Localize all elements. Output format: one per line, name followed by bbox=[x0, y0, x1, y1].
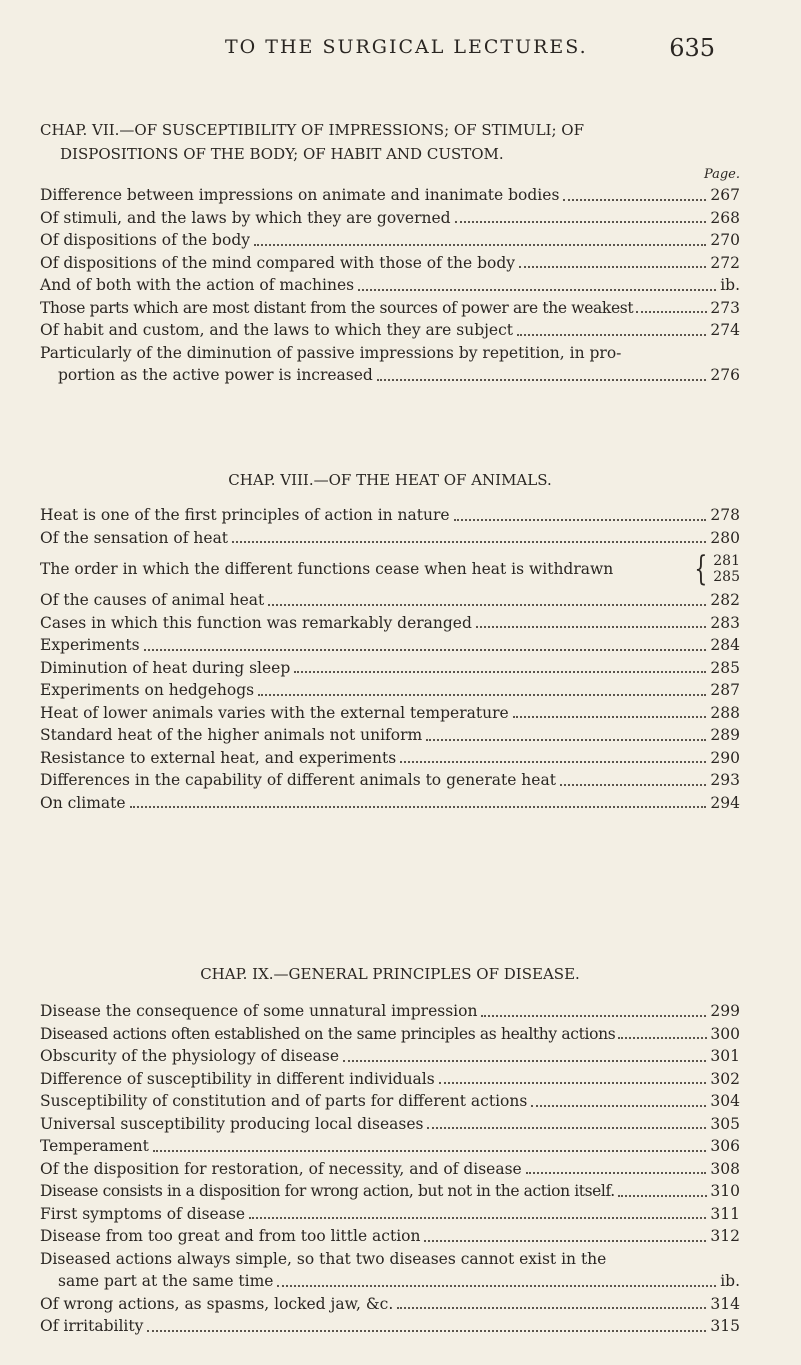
page-range bbox=[690, 549, 740, 589]
entry-text: And of both with the action of machines bbox=[40, 276, 355, 294]
entry-page: 270 bbox=[710, 231, 740, 249]
leader-dots bbox=[130, 806, 707, 808]
entry-text: Resistance to external heat, and experiments bbox=[40, 748, 397, 767]
leader-dots bbox=[358, 289, 716, 291]
entry-page: 308 bbox=[710, 1159, 740, 1178]
toc-entry bbox=[40, 1045, 740, 1068]
toc-entry bbox=[40, 549, 740, 589]
entry-text: Of dispositions of the body bbox=[40, 231, 250, 249]
leader-dots bbox=[144, 649, 707, 651]
leader-dots bbox=[400, 761, 706, 763]
entry-text: Of habit and custom, and the laws to which they are subject bbox=[40, 321, 514, 339]
leader-dots bbox=[636, 311, 707, 313]
toc-entry bbox=[40, 702, 740, 725]
chapter-heading-line: CHAP. VII.—OF SUSCEPTIBILITY OF IMPRESSIONS; OF STIMULI; OF bbox=[40, 121, 584, 139]
chapter-heading: CHAP. IX.—GENERAL PRINCIPLES OF DISEASE. bbox=[200, 965, 580, 983]
toc-entry bbox=[40, 1293, 740, 1316]
toc-entry bbox=[40, 527, 740, 550]
entry-page: 306 bbox=[710, 1137, 740, 1155]
entry-text: Disease the consequence of some unnatural impression bbox=[40, 1002, 478, 1020]
toc-entry bbox=[40, 184, 740, 207]
leader-dots bbox=[454, 519, 707, 521]
entry-page: 301 bbox=[710, 1047, 740, 1065]
leader-dots bbox=[618, 1037, 707, 1039]
leader-dots bbox=[232, 541, 706, 543]
entry-page: 274 bbox=[710, 321, 740, 339]
toc-entry bbox=[40, 724, 740, 747]
leader-dots bbox=[343, 1060, 706, 1062]
entry-text: Cases in which this function was remarkably deranged bbox=[40, 613, 472, 632]
running-title: TO THE SURGICAL LECTURES. bbox=[225, 36, 588, 58]
page-column-label: Page. bbox=[703, 167, 740, 182]
toc-entry bbox=[40, 679, 740, 702]
entry-text: Disease from too great and from too little action bbox=[40, 1227, 421, 1245]
chapter-heading bbox=[40, 118, 740, 166]
entry-text: Difference of susceptibility in different individuals bbox=[40, 1069, 435, 1088]
entry-text-continued: same part at the same time bbox=[58, 1272, 274, 1290]
entry-page: 276 bbox=[710, 366, 740, 384]
entry-page: 283 bbox=[710, 613, 740, 632]
entry-page: ib. bbox=[720, 1272, 740, 1290]
leader-dots bbox=[481, 1015, 706, 1017]
entry-text: Of the disposition for restoration, of necessity, and of disease bbox=[40, 1159, 522, 1178]
leader-dots bbox=[560, 784, 706, 786]
entry-text-continued: portion as the active power is increased bbox=[58, 366, 373, 384]
leader-dots bbox=[455, 221, 707, 223]
toc-entry bbox=[40, 747, 740, 770]
entry-page: 305 bbox=[710, 1114, 740, 1133]
running-head bbox=[0, 34, 801, 74]
toc-entry bbox=[40, 1315, 740, 1338]
leader-dots bbox=[294, 671, 706, 673]
toc-entry bbox=[40, 1113, 740, 1136]
entry-text: Of stimuli, and the laws by which they are governed bbox=[40, 208, 451, 227]
toc-entry bbox=[40, 769, 740, 792]
entry-text: Disease consists in a disposition for wrong action, but not in the action itself. bbox=[40, 1182, 615, 1200]
entry-page: ib. bbox=[720, 276, 740, 294]
toc-entry bbox=[40, 252, 740, 275]
leader-dots bbox=[377, 379, 707, 381]
toc-entry bbox=[40, 274, 740, 297]
entry-text: Universal susceptibility producing local diseases bbox=[40, 1114, 424, 1133]
entry-page: 282 bbox=[710, 591, 740, 609]
entry-page: 281 bbox=[713, 553, 740, 569]
entry-text: Differences in the capability of different animals to generate heat bbox=[40, 771, 556, 789]
leader-dots bbox=[277, 1285, 716, 1287]
entry-text: Of dispositions of the mind compared with those of the body bbox=[40, 253, 516, 272]
entry-text: Diseased actions always simple, so that two diseases cannot exist in the bbox=[40, 1249, 607, 1268]
leader-dots bbox=[563, 199, 706, 201]
toc-entry bbox=[40, 1068, 740, 1091]
entry-text: Temperament bbox=[40, 1137, 149, 1155]
entry-page: 293 bbox=[710, 771, 740, 789]
entry-page: 268 bbox=[710, 208, 740, 227]
leader-dots bbox=[517, 334, 706, 336]
toc-entry bbox=[40, 1180, 740, 1203]
leader-dots bbox=[254, 244, 706, 246]
entry-text: Difference between impressions on animate and inanimate bodies bbox=[40, 186, 560, 204]
toc-entry bbox=[40, 1023, 740, 1046]
chapter-ix bbox=[40, 962, 740, 1338]
toc-entry bbox=[40, 342, 740, 387]
toc-entry bbox=[40, 297, 740, 320]
toc-entry bbox=[40, 229, 740, 252]
entry-text: Of irritability bbox=[40, 1317, 144, 1335]
leader-dots bbox=[427, 1127, 706, 1129]
toc-entry bbox=[40, 1135, 740, 1158]
toc-entry bbox=[40, 589, 740, 612]
leader-dots bbox=[426, 739, 706, 741]
toc-entry bbox=[40, 207, 740, 230]
entry-page: 312 bbox=[710, 1227, 740, 1245]
leader-dots bbox=[531, 1105, 706, 1107]
entry-page: 314 bbox=[710, 1294, 740, 1313]
entry-text: Those parts which are most distant from the sources of power are the weakest bbox=[40, 298, 634, 317]
entry-page: 280 bbox=[710, 528, 740, 547]
toc-entry bbox=[40, 504, 740, 527]
leader-dots bbox=[258, 694, 706, 696]
entry-page: 284 bbox=[710, 636, 740, 654]
leader-dots bbox=[268, 604, 706, 606]
entry-text: Standard heat of the higher animals not uniform bbox=[40, 726, 423, 744]
entry-page: 278 bbox=[710, 506, 740, 524]
entry-text: Heat is one of the first principles of action in nature bbox=[40, 506, 450, 524]
toc-entry bbox=[40, 1090, 740, 1113]
entry-text: Of the sensation of heat bbox=[40, 528, 229, 547]
entry-page: 273 bbox=[710, 298, 740, 317]
entry-page: 287 bbox=[710, 681, 740, 699]
entry-text: Of the causes of animal heat bbox=[40, 591, 265, 609]
page-number: 635 bbox=[669, 34, 715, 62]
entry-text: On climate bbox=[40, 793, 126, 812]
entry-page: 288 bbox=[710, 703, 740, 722]
entry-text: The order in which the different functions cease when heat is withdrawn bbox=[40, 560, 614, 578]
entry-text: Experiments bbox=[40, 636, 140, 654]
leader-dots bbox=[526, 1172, 707, 1174]
toc-entry bbox=[40, 657, 740, 680]
chapter-vii bbox=[40, 118, 740, 387]
leader-dots bbox=[618, 1195, 708, 1197]
leader-dots bbox=[476, 626, 707, 628]
chapter-heading: CHAP. VIII.—OF THE HEAT OF ANIMALS. bbox=[228, 471, 552, 489]
entry-text: Diminution of heat during sleep bbox=[40, 658, 291, 677]
leader-dots bbox=[519, 266, 706, 268]
toc-entry bbox=[40, 1248, 740, 1293]
entry-page: 302 bbox=[710, 1069, 740, 1088]
entry-text: Obscurity of the physiology of disease bbox=[40, 1047, 340, 1065]
toc-entry bbox=[40, 1225, 740, 1248]
leader-dots bbox=[153, 1150, 707, 1152]
entry-page: 294 bbox=[710, 793, 740, 812]
entry-text: Of wrong actions, as spasms, locked jaw, &c. bbox=[40, 1294, 394, 1313]
entry-page: 299 bbox=[710, 1002, 740, 1020]
toc-entry bbox=[40, 319, 740, 342]
toc-entry bbox=[40, 1158, 740, 1181]
entry-page: 285 bbox=[710, 658, 740, 677]
entry-page: 285 bbox=[713, 569, 740, 585]
entry-text: Particularly of the diminution of passive impressions by repetition, in pro- bbox=[40, 343, 622, 362]
toc-entry bbox=[40, 612, 740, 635]
leader-dots bbox=[397, 1307, 706, 1309]
entry-page: 289 bbox=[710, 726, 740, 744]
entry-page: 300 bbox=[710, 1024, 740, 1043]
chapter-viii bbox=[40, 468, 740, 814]
entry-page: 315 bbox=[710, 1317, 740, 1335]
leader-dots bbox=[147, 1330, 706, 1332]
toc-entry bbox=[40, 792, 740, 815]
entry-page: 304 bbox=[710, 1092, 740, 1110]
entry-text: Heat of lower animals varies with the external temperature bbox=[40, 703, 509, 722]
curly-brace-icon: { bbox=[693, 549, 707, 589]
toc-entry bbox=[40, 1203, 740, 1226]
chapter-heading-line: DISPOSITIONS OF THE BODY; OF HABIT AND CUSTOM. bbox=[60, 145, 504, 163]
entry-text: Susceptibility of constitution and of parts for different actions bbox=[40, 1092, 528, 1110]
toc-entry bbox=[40, 634, 740, 657]
toc-entry bbox=[40, 1000, 740, 1023]
leader-dots bbox=[249, 1217, 706, 1219]
entry-text: First symptoms of disease bbox=[40, 1204, 246, 1223]
leader-dots bbox=[439, 1082, 707, 1084]
entry-page: 310 bbox=[710, 1182, 740, 1200]
entry-page: 290 bbox=[710, 748, 740, 767]
leader-dots bbox=[513, 716, 707, 718]
entry-page: 267 bbox=[710, 186, 740, 204]
entry-page: 272 bbox=[710, 253, 740, 272]
entry-text: Diseased actions often established on the same principles as healthy actions bbox=[40, 1024, 616, 1043]
leader-dots bbox=[424, 1240, 706, 1242]
entry-page: 311 bbox=[710, 1204, 740, 1223]
entry-text: Experiments on hedgehogs bbox=[40, 681, 255, 699]
